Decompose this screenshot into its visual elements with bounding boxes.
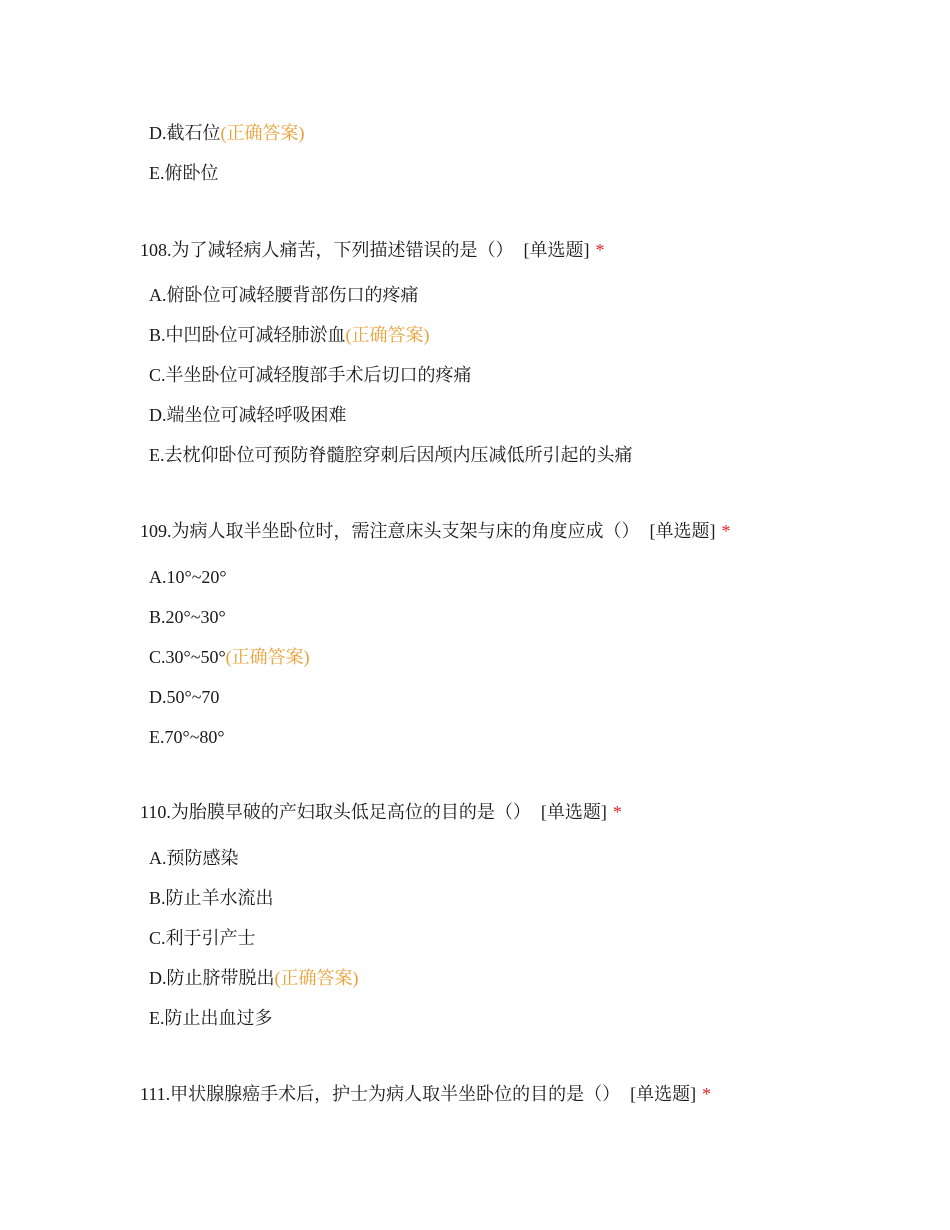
q108-option-e[interactable] bbox=[149, 443, 633, 467]
q108-option-c[interactable] bbox=[149, 363, 472, 387]
q110-option-d[interactable] bbox=[149, 966, 359, 990]
question-type: [单选题] bbox=[540, 802, 607, 822]
q110-option-b[interactable] bbox=[149, 886, 274, 910]
required-star: * bbox=[721, 521, 731, 541]
q108-title bbox=[140, 238, 605, 262]
q109-option-a[interactable] bbox=[149, 565, 227, 589]
correct-answer-label: (正确答案) bbox=[274, 968, 359, 988]
option-text: E.防止出血过多 bbox=[149, 1008, 273, 1028]
question-text: 109.为病人取半坐卧位时，需注意床头支架与床的角度应成（） bbox=[140, 521, 640, 541]
q107-option-d[interactable] bbox=[149, 121, 305, 145]
correct-answer-label: (正确答案) bbox=[220, 123, 305, 143]
option-text: E.去枕仰卧位可预防脊髓腔穿刺后因颅内压减低所引起的头痛 bbox=[149, 445, 633, 465]
q108-option-b[interactable] bbox=[149, 323, 430, 347]
option-text: C.30°~50° bbox=[149, 647, 226, 667]
q110-option-a[interactable] bbox=[149, 846, 239, 870]
option-text: A.俯卧位可减轻腰背部伤口的疼痛 bbox=[149, 285, 419, 305]
q107-option-e[interactable] bbox=[149, 161, 219, 185]
q111-title bbox=[140, 1082, 711, 1106]
required-star: * bbox=[612, 802, 622, 822]
option-text: C.半坐卧位可减轻腹部手术后切口的疼痛 bbox=[149, 365, 472, 385]
option-text: B.防止羊水流出 bbox=[149, 888, 274, 908]
q109-option-c[interactable] bbox=[149, 645, 310, 669]
option-text: E.70°~80° bbox=[149, 727, 225, 747]
question-type: [单选题] bbox=[649, 521, 716, 541]
question-type: [单选题] bbox=[523, 240, 590, 260]
option-text: D.50°~70 bbox=[149, 687, 220, 707]
option-text: D.防止脐带脱出 bbox=[149, 968, 275, 988]
question-text: 108.为了减轻病人痛苦，下列描述错误的是（） bbox=[140, 240, 514, 260]
option-text: B.中凹卧位可减轻肺淤血 bbox=[149, 325, 346, 345]
q110-option-c[interactable] bbox=[149, 926, 256, 950]
q108-option-d[interactable] bbox=[149, 403, 347, 427]
correct-answer-label: (正确答案) bbox=[345, 325, 430, 345]
q110-option-e[interactable] bbox=[149, 1006, 273, 1030]
q110-title bbox=[140, 800, 622, 824]
question-text: 110.为胎膜早破的产妇取头低足高位的目的是（） bbox=[140, 802, 531, 822]
option-text: E.俯卧位 bbox=[149, 163, 219, 183]
option-text: D.端坐位可减轻呼吸困难 bbox=[149, 405, 347, 425]
q109-title bbox=[140, 519, 731, 543]
required-star: * bbox=[595, 240, 605, 260]
correct-answer-label: (正确答案) bbox=[225, 647, 310, 667]
option-text: A.预防感染 bbox=[149, 848, 239, 868]
option-text: C.利于引产士 bbox=[149, 928, 256, 948]
q109-option-d[interactable] bbox=[149, 685, 219, 709]
required-star: * bbox=[702, 1084, 712, 1104]
option-text: A.10°~20° bbox=[149, 567, 227, 587]
option-text: D.截石位 bbox=[149, 123, 221, 143]
question-text: 111.甲状腺腺癌手术后，护士为病人取半坐卧位的目的是（） bbox=[140, 1084, 621, 1104]
q109-option-e[interactable] bbox=[149, 725, 225, 749]
q108-option-a[interactable] bbox=[149, 283, 419, 307]
question-type: [单选题] bbox=[630, 1084, 697, 1104]
q109-option-b[interactable] bbox=[149, 605, 226, 629]
option-text: B.20°~30° bbox=[149, 607, 226, 627]
